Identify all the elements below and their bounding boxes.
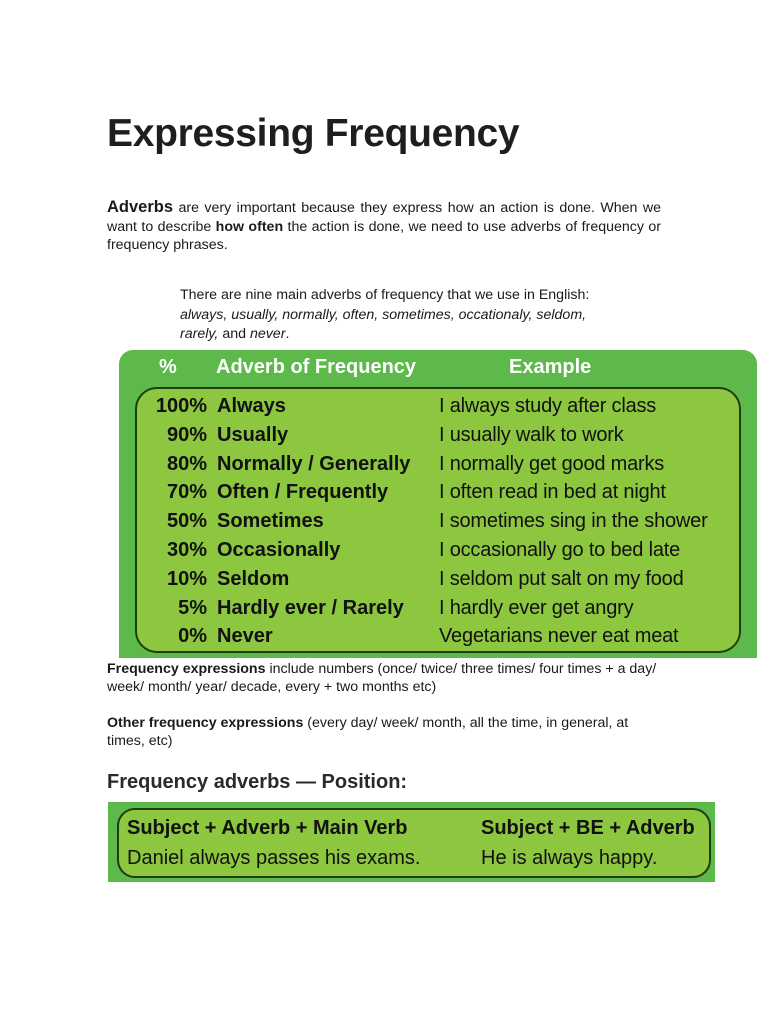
adverb-cell: Seldom: [217, 567, 290, 590]
note-and: and: [218, 326, 250, 342]
frequency-table: [119, 350, 757, 658]
adverb-cell: Usually: [217, 423, 289, 446]
percent-cell: 100%: [155, 395, 207, 417]
example-cell: I occasionally go to bed late: [439, 539, 681, 561]
other-expressions-paragraph: [107, 714, 667, 750]
percent-cell: 50%: [166, 510, 207, 533]
adverbs-note: [180, 286, 620, 345]
header-example: Example: [509, 356, 592, 378]
note-adverb-list: always, usually, normally, often, sometimes, occationaly, seldom, rarely,: [180, 306, 587, 342]
adverb-cell: Occasionally: [217, 539, 341, 561]
table-row: [137, 568, 739, 597]
example-cell: I always study after class: [439, 395, 657, 417]
intro-paragraph: [107, 198, 661, 255]
frequency-expressions-paragraph: [107, 660, 667, 696]
left-example: Daniel always passes his exams.: [127, 847, 421, 869]
example-cell: Vegetarians never eat meat: [439, 625, 679, 648]
note-end: .: [285, 326, 290, 342]
percent-cell: 70%: [166, 481, 207, 504]
frequency-expressions-label: Frequency expressions: [107, 661, 266, 677]
percent-cell: 80%: [166, 452, 207, 475]
position-panel: [117, 808, 711, 878]
adverb-cell: Hardly ever / Rarely: [217, 596, 404, 619]
right-rule: Subject + BE + Adverb: [481, 817, 695, 839]
example-cell: I often read in bed at night: [439, 481, 666, 504]
example-cell: I normally get good marks: [439, 452, 665, 475]
right-example: He is always happy.: [481, 847, 658, 869]
example-cell: I hardly ever get angry: [439, 596, 634, 619]
percent-cell: 30%: [166, 539, 207, 561]
page-title: Expressing Frequency: [107, 112, 520, 155]
header-adverb: Adverb of Frequency: [216, 356, 417, 378]
adverb-cell: Normally / Generally: [217, 452, 411, 475]
position-title: Frequency adverbs — Position:: [107, 771, 408, 793]
frequency-table-body: [135, 387, 741, 653]
left-rule: Subject + Adverb + Main Verb: [127, 817, 408, 839]
intro-lead-word: Adverbs: [107, 198, 174, 216]
frequency-table-header: [119, 356, 757, 384]
intro-text-1: are very important because they express how an action is done. When we want to describe: [107, 200, 661, 235]
table-row: [137, 424, 739, 453]
frequency-expressions-text: include numbers (once/ twice/ three times/ four times + a day/ week/ month/ year/ decade, every + two months etc): [107, 661, 657, 695]
adverb-cell: Often / Frequently: [217, 481, 389, 504]
intro-text-2: the action is done, we need to use adverbs of frequency or frequency phrases.: [107, 218, 661, 253]
header-percent: %: [159, 356, 177, 378]
adverb-cell: Never: [217, 625, 273, 648]
example-cell: I seldom put salt on my food: [439, 567, 684, 590]
note-last-adverb: never: [249, 326, 286, 342]
adverb-cell: Sometimes: [217, 510, 324, 533]
example-cell: I sometimes sing in the shower: [439, 510, 708, 533]
table-row: [137, 481, 739, 510]
note-prefix: There are nine main adverbs of frequency that we use in English:: [180, 287, 590, 303]
other-expressions-text: (every day/ week/ month, all the time, in general, at times, etc): [107, 715, 629, 749]
example-cell: I usually walk to work: [439, 423, 624, 446]
percent-cell: 5%: [178, 596, 207, 619]
adverb-cell: Always: [217, 395, 286, 417]
percent-cell: 0%: [178, 625, 207, 648]
intro-emphasis: how often: [215, 218, 284, 235]
percent-cell: 90%: [166, 423, 207, 446]
position-box: [108, 802, 715, 882]
other-expressions-label: Other frequency expressions: [107, 715, 304, 731]
table-row: [137, 539, 739, 568]
table-row: [137, 453, 739, 482]
percent-cell: 10%: [166, 567, 207, 590]
table-row: [137, 510, 739, 539]
table-row: [137, 625, 739, 654]
table-row: [137, 597, 739, 626]
table-row: [137, 395, 739, 424]
